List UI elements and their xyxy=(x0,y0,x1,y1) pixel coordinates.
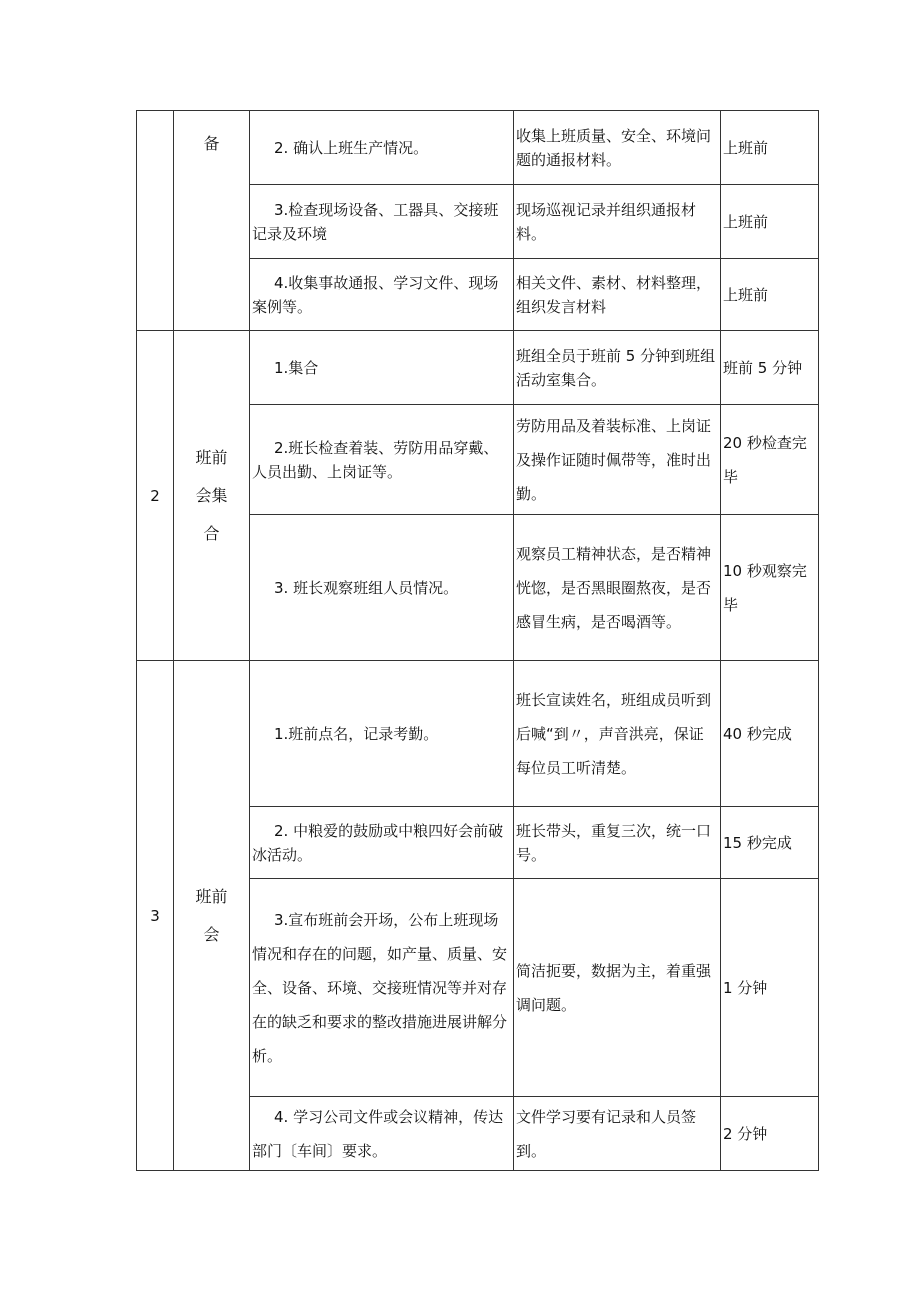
procedure-table xyxy=(136,110,819,1171)
requirement-cell: 班长宣读姓名，班组成员听到后喊“到〃，声音洪亮，保证每位员工听清楚。 xyxy=(514,661,721,807)
content-cell: 3.检查现场设备、工器具、交接班记录及环境 xyxy=(250,185,514,259)
time-cell: 2 分钟 xyxy=(721,1097,819,1171)
time-cell: 班前 5 分钟 xyxy=(721,331,819,405)
category-label: 班前会集合 xyxy=(195,447,228,543)
row-number: 2 xyxy=(137,331,174,661)
content-cell: 3. 班长观察班组人员情况。 xyxy=(250,515,514,661)
row-number xyxy=(137,111,174,331)
category-cell xyxy=(174,111,250,331)
time-cell: 40 秒完成 xyxy=(721,661,819,807)
content-cell: 2. 中粮爱的鼓励或中粮四好会前破冰活动。 xyxy=(250,807,514,879)
content-cell: 1.班前点名，记录考勤。 xyxy=(250,661,514,807)
requirement-cell: 简洁扼要，数据为主，着重强调问题。 xyxy=(514,879,721,1097)
requirement-cell: 收集上班质量、安全、环境问题的通报材料。 xyxy=(514,111,721,185)
category-cell xyxy=(174,661,250,1171)
content-cell: 2.班长检查着装、劳防用品穿戴、人员出勤、上岗证等。 xyxy=(250,405,514,515)
table-row xyxy=(137,111,819,185)
requirement-cell: 班长带头，重复三次，统一口号。 xyxy=(514,807,721,879)
content-cell: 1.集合 xyxy=(250,331,514,405)
content-cell: 2. 确认上班生产情况。 xyxy=(250,111,514,185)
time-cell: 20 秒检查完毕 xyxy=(721,405,819,515)
table-row xyxy=(137,331,819,405)
time-cell: 上班前 xyxy=(721,111,819,185)
row-number: 3 xyxy=(137,661,174,1171)
requirement-cell: 相关文件、素材、材料整理，组织发言材料 xyxy=(514,259,721,331)
time-cell: 上班前 xyxy=(721,185,819,259)
category-label: 备 xyxy=(203,134,220,153)
requirement-cell: 现场巡视记录并组织通报材料。 xyxy=(514,185,721,259)
content-cell: 4. 学习公司文件或会议精神，传达部门〔车间〕要求。 xyxy=(250,1097,514,1171)
category-label: 班前会 xyxy=(195,886,228,944)
time-cell: 10 秒观察完毕 xyxy=(721,515,819,661)
time-cell: 15 秒完成 xyxy=(721,807,819,879)
content-cell: 3.宣布班前会开场，公布上班现场情况和存在的问题，如产量、质量、安全、设备、环境、交接班情况等并对存在的缺乏和要求的整改措施进展讲解分析。 xyxy=(250,879,514,1097)
table-row xyxy=(137,661,819,807)
time-cell: 上班前 xyxy=(721,259,819,331)
requirement-cell: 劳防用品及着装标准、上岗证及操作证随时佩带等，准时出勤。 xyxy=(514,405,721,515)
content-cell: 4.收集事故通报、学习文件、现场案例等。 xyxy=(250,259,514,331)
time-cell: 1 分钟 xyxy=(721,879,819,1097)
category-cell xyxy=(174,331,250,661)
requirement-cell: 班组全员于班前 5 分钟到班组活动室集合。 xyxy=(514,331,721,405)
requirement-cell: 观察员工精神状态，是否精神恍惚，是否黑眼圈熬夜，是否感冒生病，是否喝酒等。 xyxy=(514,515,721,661)
requirement-cell: 文件学习要有记录和人员签到。 xyxy=(514,1097,721,1171)
